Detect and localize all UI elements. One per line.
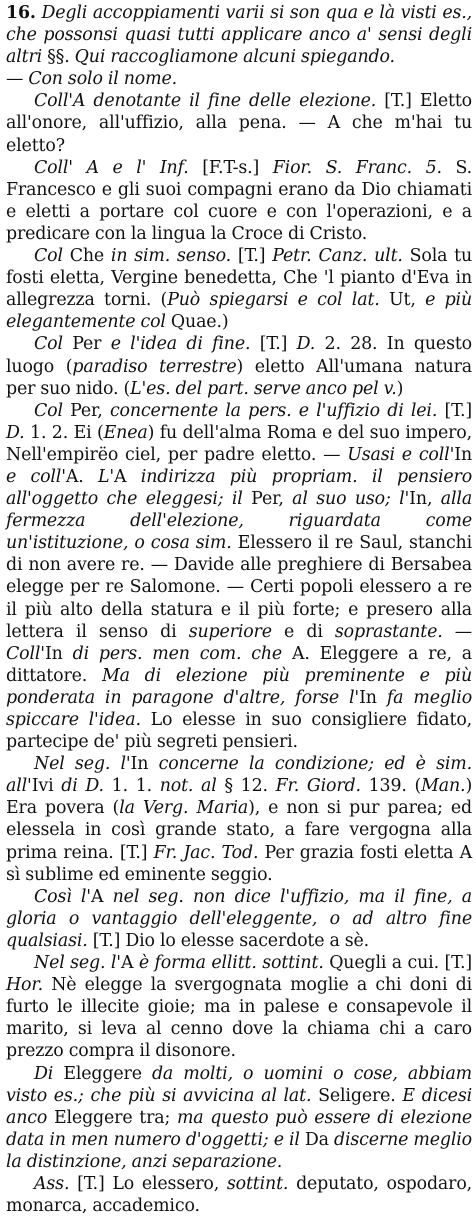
note: da molti, o uomini o cose, abbiam visto es.; che più si avvicina al lat. — [6, 1063, 473, 1106]
source-ref: 139. ( — [368, 776, 422, 797]
note: Usasi e coll' — [347, 444, 455, 465]
example-text: Ei ( — [73, 422, 104, 443]
subheading: Coll' A e l' Inf. — [34, 157, 189, 178]
note: di — [61, 776, 78, 797]
paragraph-col-per-pers — [6, 400, 472, 754]
section-heading: Degli accoppiamenti varii si son qua e là visti es., che possonsi quasi tutti applicare anco a' sensi degli altri — [6, 3, 473, 68]
keyword: A — [90, 886, 104, 907]
keyword: A — [114, 466, 127, 487]
note: alla fermezza dell'elezione, riguardata come un'istituzione, o cosa sim. — [6, 489, 473, 554]
keyword: In — [130, 754, 149, 775]
note: Enea — [103, 422, 148, 443]
note: Ma di elezione più preminente e più ponderata in paragone d'altre, forse l' — [6, 665, 472, 708]
keyword: Per, — [251, 489, 284, 510]
note: Ass. — [34, 1173, 70, 1194]
tag-t: [T.] — [77, 1173, 105, 1194]
source-citation: Fr. Jac. Tod. — [153, 842, 259, 863]
source-citation: D. — [85, 776, 104, 797]
example-text: ) fu dell'alma Roma e del suo impero, Nell'empirëo ciel, per padre eletto. — — [6, 422, 472, 465]
note: Di — [34, 1063, 54, 1084]
example-text: Quegli a cui. — [329, 953, 439, 974]
paragraph-col-per-fine — [6, 333, 472, 399]
paragraph-nel-seg-a — [6, 952, 472, 1062]
note: soprastante. — [334, 621, 443, 642]
example-text: Quae.) — [170, 312, 229, 333]
example-text: ) Era povera ( — [6, 776, 473, 819]
note: è forma ellitt. sottint. — [138, 953, 324, 974]
subheading-rest: concernente la pers. e l'uffizio di lei. — [109, 400, 438, 421]
note: L' — [97, 466, 115, 487]
source-ref: 1. 2. — [30, 422, 69, 443]
dash: — — [454, 621, 473, 642]
note: fa meglio spiccare l'idea. — [6, 687, 473, 730]
tag-ft: [F.T-s.] — [202, 157, 260, 178]
example-text: In questo luogo ( — [6, 334, 472, 377]
tag-t: [T.] — [237, 246, 266, 267]
source-ref: § 12. — [224, 776, 268, 797]
source-ref: 1. 1. — [111, 776, 152, 797]
example-text: Nè elegge la svergognata moglie a chi doni di furto le illecite gioie; ma in palese e consapevole il marito, si leva al cenno dove la chiama chi a caro prezzo compra il disonore. — [6, 975, 473, 1062]
paragraph-coll-a-inf — [6, 157, 472, 245]
section-number: 16. — [6, 3, 36, 23]
note: nel seg. non dice l'uffizio, ma il fine, a gloria o vantaggio dell'eleggente, o ad altro fine qualsiasi. — [6, 886, 473, 951]
keyword: In — [454, 444, 472, 465]
tag-t: [T.] — [444, 953, 472, 974]
keyword: In — [44, 643, 63, 664]
tag-t: [T.] — [119, 842, 148, 863]
keyword: A. — [291, 643, 310, 664]
paragraph-ass — [6, 1173, 472, 1217]
source-ref: 2. 28. — [324, 334, 378, 355]
source-citation: Petr. Canz. ult. — [272, 246, 403, 267]
source-citation: Hor. — [6, 975, 43, 996]
section-ref: §§. — [47, 47, 70, 68]
note: sottint. — [226, 1173, 289, 1194]
section-heading-2: Qui raccogliamone alcuni spiegando. — [74, 47, 395, 68]
example-text: Eleggere a re, a dittatore. — [6, 643, 472, 686]
example-text: S. Francesco e gli suoi compagni erano da Dio chiamati e eletti a portare col cuore e con l'operazioni, e a predicare con la lingua la Croce di Cristo. — [6, 157, 472, 244]
subheading: Col — [34, 334, 63, 355]
note: ma questo può essere di elezione data in men numero d'oggetti; e il — [6, 1107, 473, 1150]
note: indirizza più propriam. il pensiero all'oggetto che eleggesi; il — [6, 466, 473, 510]
paragraph-nel-seg-in — [6, 753, 472, 886]
note: superiore — [188, 621, 272, 642]
note: Coll' — [6, 643, 45, 664]
subheading-rest: e l'idea di fine. — [110, 334, 251, 355]
subheading-rest: in sim. senso. — [110, 246, 232, 267]
note: e coll' — [6, 466, 66, 487]
dash: — — [6, 69, 24, 90]
keyword: Eleggere tra; — [53, 1107, 171, 1128]
example-text: Per grazia fosti eletta A sì sublime ed eminente seggio. — [6, 842, 473, 885]
note: Può spiegarsi e col lat. — [167, 290, 380, 311]
example-text: ) eletto All'umana natura per suo nido. ( — [6, 356, 473, 399]
example-text: ) — [396, 378, 404, 399]
source-citation: D. — [296, 334, 316, 355]
example-text: Dio lo elesse sacerdote a sè. — [125, 930, 370, 951]
tag-t: [T.] — [384, 91, 412, 112]
subheading: Coll'A denotante il fine delle elezione. — [34, 91, 377, 112]
keyword: In — [359, 687, 377, 708]
example-text: Sola tu fosti eletta, Vergine benedetta, Che 'l pianto d'Eva in allegrezza torni. ( — [6, 246, 473, 311]
note: Nel seg. l' — [34, 754, 131, 775]
paragraph-coll-a-fine — [6, 90, 472, 156]
subheading: Col — [34, 246, 63, 267]
subheading: Col — [34, 400, 63, 421]
paragraph-heading — [6, 2, 472, 90]
note: Così l' — [34, 886, 91, 907]
note: E dicesi anco — [6, 1085, 473, 1128]
example-text: Ut, — [389, 290, 416, 311]
example-text: Lo elesse in suo consigliere fidato, partecipe de' più segreti pensieri. — [6, 710, 473, 753]
keyword: A — [120, 953, 134, 974]
note: di pers. men com. che — [72, 643, 283, 664]
note: discerne meglio la distinzione, anzi separazione. — [6, 1129, 472, 1172]
note: paradiso terrestre — [72, 356, 237, 377]
note: al suo uso; l' — [292, 489, 410, 510]
tag-t: [T.] — [444, 400, 473, 421]
keyword: Seligere. — [318, 1085, 396, 1106]
note: concerne la condizione; ed è sim. all' — [6, 754, 472, 797]
example-text: Eletto all'onore, all'uffizio, alla pena. — A che m'hai tu eletto? — [6, 91, 473, 156]
tag-t: [T.] — [92, 930, 121, 951]
subheading-con-solo: Con solo il nome. — [28, 69, 177, 90]
paragraph-col-che — [6, 245, 472, 333]
keyword: Eleggere — [63, 1063, 142, 1084]
source-citation: Man. — [421, 776, 466, 797]
paragraph-cosi-a — [6, 886, 472, 952]
example-text: deputato, ospodaro, monarca, accademico. — [6, 1173, 473, 1217]
dictionary-page — [6, 2, 472, 1217]
keyword: Per, — [70, 400, 103, 421]
source-citation: Fior. S. Franc. 5. — [272, 157, 442, 178]
example-text: Elessero il re Saul, stanchi di non avere re. — Davide alle preghiere di Bersabea elegge per re Salomone. — Certi popoli elessero a re il più alto della statura e il più forte; e presero alla lettera il senso di — [6, 533, 472, 642]
source-citation: D. — [6, 422, 25, 443]
example-text: ), e non si pur parea; ed elessela in così grande stato, a fare vergogna alla prima reina. — [6, 798, 473, 863]
paragraph-eleggere-molti — [6, 1063, 472, 1173]
note: e più elegantemente col — [6, 290, 473, 333]
keyword: A. — [65, 466, 84, 487]
note: L'es. del part. serve anco pel v. — [130, 378, 397, 399]
note: la Verg. Maria — [119, 798, 249, 819]
note: not. al — [159, 776, 217, 797]
keyword: Ivi — [31, 776, 54, 797]
example-text: e di — [284, 621, 323, 642]
keyword: Da — [304, 1129, 329, 1150]
keyword: Per — [72, 334, 102, 355]
tag-t: [T.] — [259, 334, 288, 355]
note: Nel seg. l' — [34, 953, 121, 974]
keyword: Che — [69, 246, 105, 267]
source-citation: Fr. Giord. — [275, 776, 361, 797]
keyword: In, — [409, 489, 433, 510]
example-text: Lo elessero, — [112, 1173, 220, 1194]
